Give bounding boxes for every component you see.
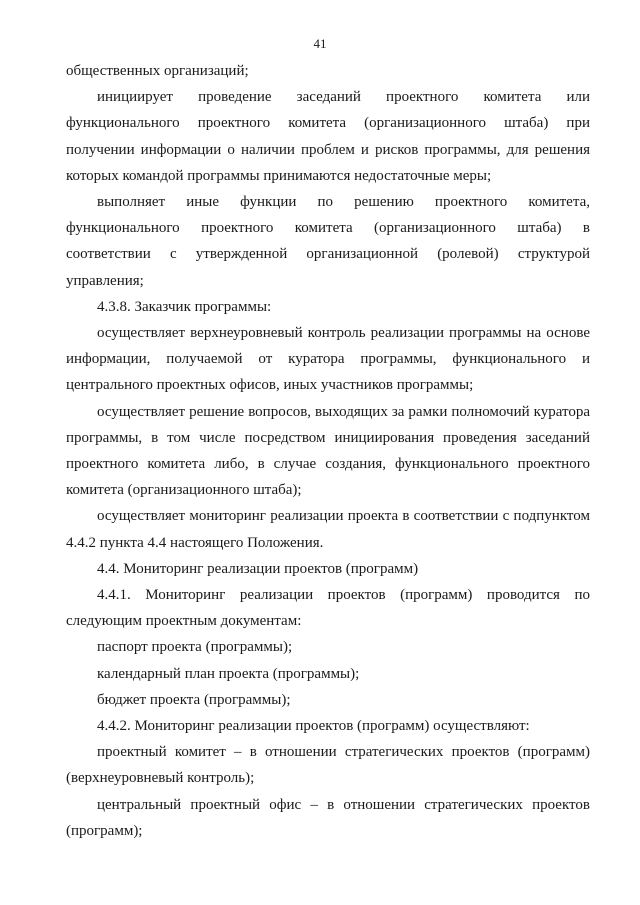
paragraph: общественных организаций; <box>66 63 249 79</box>
list-item: календарный план проекта (программы); <box>97 665 360 682</box>
list-item: центральный проектный офис – в отношении стратегических проектов (программ); <box>66 796 590 839</box>
document-body <box>66 58 590 844</box>
list-item: паспорт проекта (программы); <box>97 639 293 656</box>
list-item: проектный комитет – в отношении стратегических проектов (программ) (верхнеуровневый контроль); <box>66 744 590 787</box>
section-heading: 4.4. Мониторинг реализации проектов (программ) <box>97 560 419 577</box>
page-number: 41 <box>313 36 327 51</box>
list-item: бюджет проекта (программы); <box>97 691 291 708</box>
paragraph: осуществляет верхнеуровневый контроль реализации программы на основе информации, получаемой от куратора программы, функционального и центрального проектных офисов, иных участников программы; <box>66 325 590 394</box>
section-heading: 4.3.8. Заказчик программы: <box>97 298 272 315</box>
paragraph: 4.4.1. Мониторинг реализации проектов (программ) проводится по следующим проектным документам: <box>66 587 590 630</box>
paragraph: 4.4.2. Мониторинг реализации проектов (программ) осуществляют: <box>97 718 530 735</box>
paragraph: инициирует проведение заседаний проектного комитета или функционального проектного комитета (организационного штаба) при получении информации о наличии проблем и рисков программы, для решения которых командой программы принимаются недостаточные меры; <box>66 89 590 184</box>
paragraph: выполняет иные функции по решению проектного комитета, функционального проектного комитета (организационного штаба) в соответствии с утвержденной организационной (ролевой) структурой управления; <box>66 194 590 289</box>
paragraph: осуществляет мониторинг реализации проекта в соответствии с подпунктом 4.4.2 пункта 4.4 настоящего Положения. <box>66 508 590 551</box>
paragraph: осуществляет решение вопросов, выходящих за рамки полномочий куратора программы, в том числе посредством инициирования проведения заседаний проектного комитета либо, в случае создания, функционального проектного комитета (организационного штаба); <box>66 403 590 499</box>
